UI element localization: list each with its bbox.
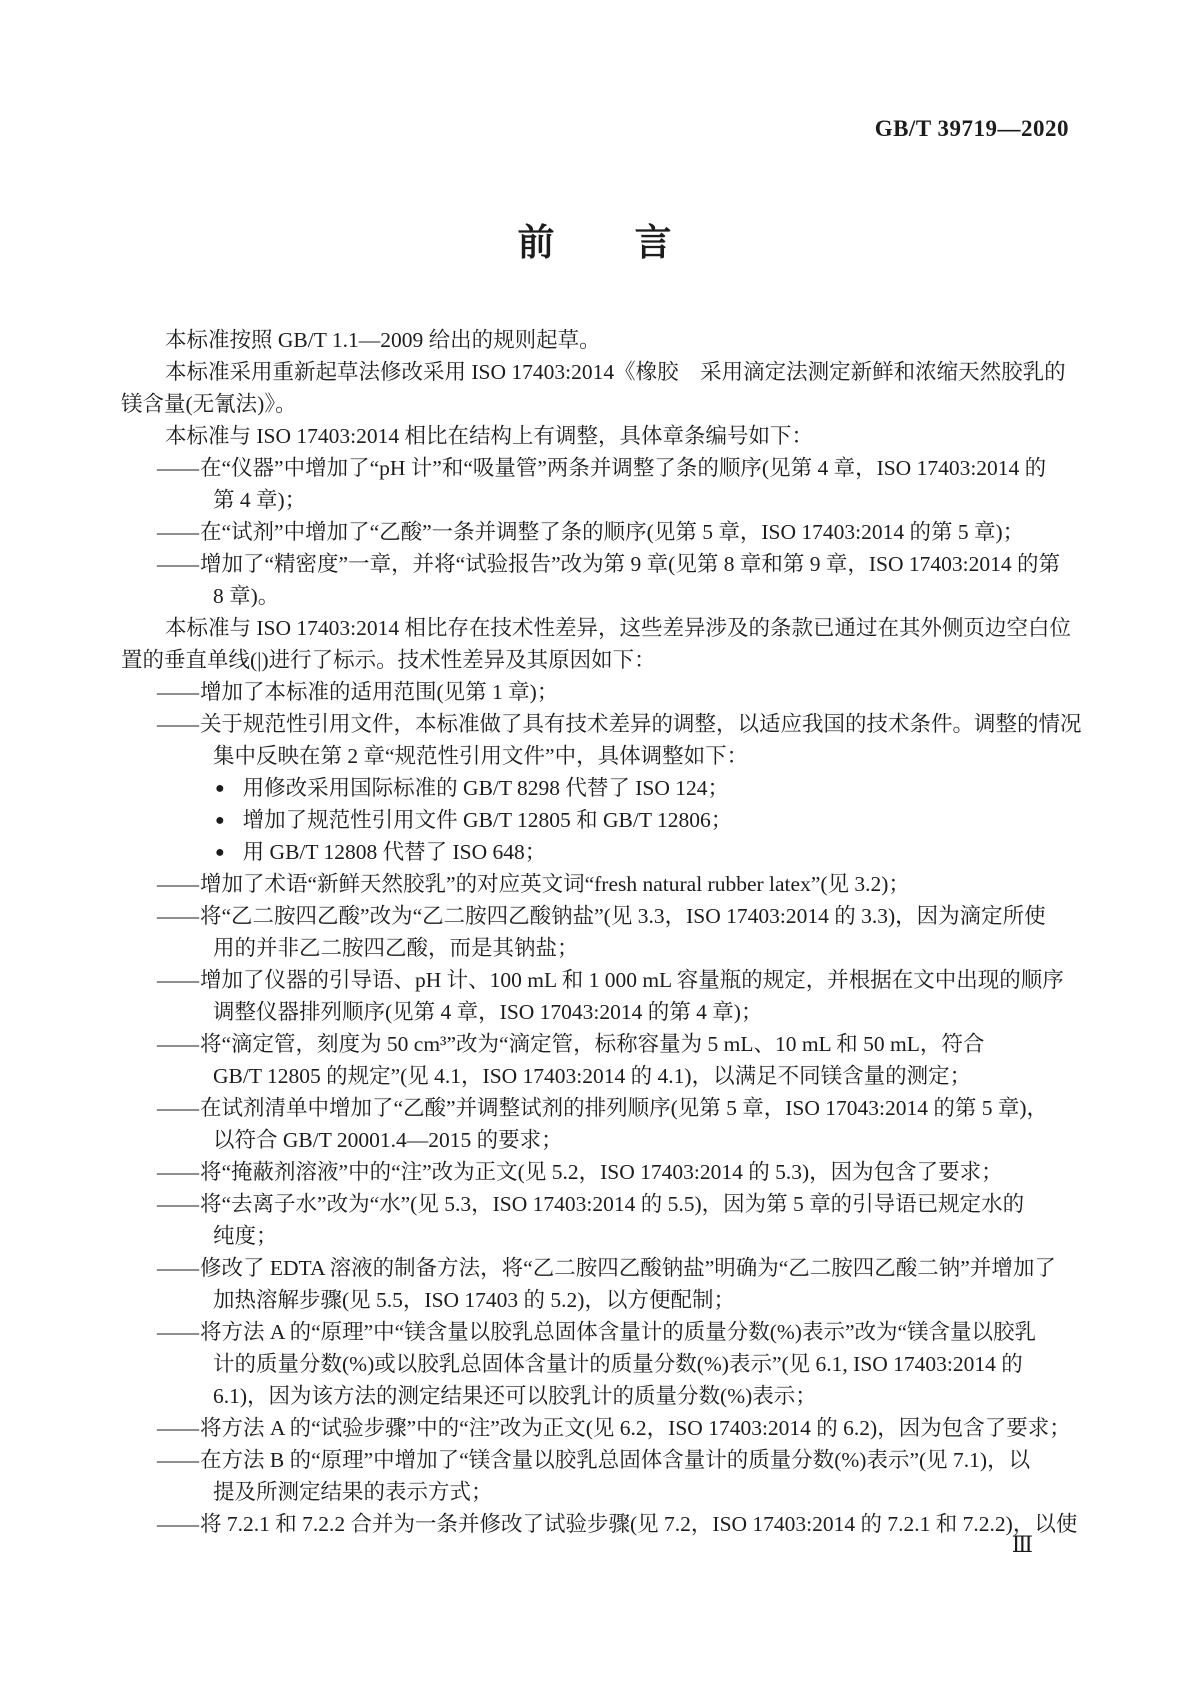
text-line [121,1444,1087,1476]
line-text: 用修改采用国际标准的 GB/T 8298 代替了 ISO 124； [242,776,730,800]
line-text: 将方法 A 的“原理”中“镁含量以胶乳总固体含量计的质量分数(%)表示”改为“镁含量以胶乳 [200,1320,1037,1344]
text-line: GB/T 12805 的规定”(见 4.1，ISO 17403:2014 的 4.1)，以满足不同镁含量的测定； [213,1064,972,1088]
dash-item [121,1444,1087,1508]
text-line: 8 章)。 [213,584,280,608]
paragraph [121,324,1087,356]
text-line: 置的垂直单线(|)进行了标示。技术性差异及其原因如下： [121,648,656,672]
text-line [121,804,1087,836]
line-text: 修改了 EDTA 溶液的制备方法，将“乙二胺四乙酸钠盐”明确为“乙二胺四乙酸二钠”并增加了 [200,1256,1056,1280]
text-line [121,900,1087,932]
dash-item [121,708,1087,772]
text-line [121,676,1087,708]
text-line: 本标准与 ISO 17403:2014 相比存在技术性差异，这些差异涉及的条款已通过在其外侧页边空白位 [165,616,1071,640]
dash-item [121,1316,1087,1412]
bullet-item [121,804,1087,836]
line-text: 在试剂清单中增加了“乙酸”并调整试剂的排列顺序(见第 5 章，ISO 17043:2014 的第 5 章)， [200,1096,1049,1120]
text-line [121,1188,1087,1220]
text-line: 调整仪器排列顺序(见第 4 章，ISO 17043:2014 的第 4 章)； [213,1000,763,1024]
text-line: 镁含量(无氰法)》。 [121,392,297,416]
dash-marker: —— [157,904,198,928]
text-line [121,452,1087,484]
bullet-marker: ● [215,780,225,797]
text-line [121,516,1087,548]
text-line: 纯度； [213,1224,278,1248]
line-text: 增加了规范性引用文件 GB/T 12805 和 GB/T 12806； [242,808,733,832]
line-text: 增加了术语“新鲜天然胶乳”的对应英文词“fresh natural rubber latex”(见 3.2)； [200,872,910,896]
line-text: 将 7.2.1 和 7.2.2 合并为一条并修改了试验步骤(见 7.2，ISO 17403:2014 的 7.2.1 和 7.2.2)，以使 [200,1512,1078,1536]
line-text: 将方法 A 的“试验步骤”中的“注”改为正文(见 6.2，ISO 17403:2014 的 6.2)，因为包含了要求； [200,1416,1071,1440]
dash-item [121,1188,1087,1252]
bullet-marker: ● [215,844,225,861]
dash-item [121,1252,1087,1316]
dash-item [121,452,1087,516]
dash-marker: —— [157,1096,198,1120]
dash-marker: —— [157,1192,198,1216]
dash-item [121,516,1087,548]
paragraph [121,420,1087,452]
dash-marker: —— [157,1032,198,1056]
line-text: 增加了“精密度”一章，并将“试验报告”改为第 9 章(见第 8 章和第 9 章，ISO 17403:2014 的第 [200,552,1060,576]
text-line: 本标准按照 GB/T 1.1—2009 给出的规则起草。 [165,328,601,352]
dash-item [121,548,1087,612]
document-body [121,324,1087,1540]
dash-item [121,868,1087,900]
dash-marker: —— [157,552,198,576]
line-text: 将“滴定管，刻度为 50 cm³”改为“滴定管，标称容量为 5 mL、10 mL 和 50 mL，符合 [200,1032,985,1056]
line-text: 在方法 B 的“原理”中增加了“镁含量以胶乳总固体含量计的质量分数(%)表示”(见 7.1)，以 [200,1448,1031,1472]
text-line [121,1252,1087,1284]
text-line [121,836,1087,868]
text-line: 用的并非乙二胺四乙酸，而是其钠盐； [213,936,579,960]
text-line [121,1412,1087,1444]
dash-marker: —— [157,1320,198,1344]
dash-marker: —— [157,1256,198,1280]
text-line [121,772,1087,804]
dash-item [121,964,1087,1028]
dash-item [121,1156,1087,1188]
line-text: 增加了本标准的适用范围(见第 1 章)； [200,680,559,704]
dash-marker: —— [157,872,198,896]
line-text: 关于规范性引用文件，本标准做了具有技术差异的调整，以适应我国的技术条件。调整的情况 [200,712,1082,736]
dash-marker: —— [157,712,198,736]
text-line: 提及所测定结果的表示方式； [213,1480,493,1504]
text-line: 本标准与 ISO 17403:2014 相比在结构上有调整，具体章条编号如下： [165,424,813,448]
text-line: 集中反映在第 2 章“规范性引用文件”中，具体调整如下： [213,744,749,768]
paragraph [121,612,1087,676]
dash-item [121,1092,1087,1156]
line-text: 将“去离子水”改为“水”(见 5.3，ISO 17403:2014 的 5.5)，因为第 5 章的引导语已规定水的 [200,1192,1025,1216]
text-line [121,1316,1087,1348]
text-line [121,1508,1087,1540]
dash-marker: —— [157,680,198,704]
dash-marker: —— [157,520,198,544]
dash-item [121,676,1087,708]
standard-number: GB/T 39719—2020 [874,116,1069,141]
line-text: 在“仪器”中增加了“pH 计”和“吸量管”两条并调整了条的顺序(见第 4 章，ISO 17403:2014 的 [200,456,1047,480]
line-text: 增加了仪器的引导语、pH 计、100 mL 和 1 000 mL 容量瓶的规定，并根据在文中出现的顺序 [200,968,1064,992]
text-line [121,708,1087,740]
dash-marker: —— [157,968,198,992]
bullet-item [121,836,1087,868]
page-number: Ⅲ [1011,1532,1033,1557]
text-line [121,964,1087,996]
dash-item [121,1508,1087,1540]
dash-marker: —— [157,1416,198,1440]
paragraph [121,356,1087,420]
dash-item [121,1028,1087,1092]
text-line: 本标准采用重新起草法修改采用 ISO 17403:2014《橡胶 采用滴定法测定新鲜和浓缩天然胶乳的 [165,360,1066,384]
bullet-marker: ● [215,812,225,829]
dash-marker: —— [157,456,198,480]
bullet-item [121,772,1087,804]
dash-item [121,900,1087,964]
line-text: 在“试剂”中增加了“乙酸”一条并调整了条的顺序(见第 5 章，ISO 17403:2014 的第 5 章)； [200,520,1025,544]
line-text: 用 GB/T 12808 代替了 ISO 648； [242,840,547,864]
line-text: 将“乙二胺四乙酸”改为“乙二胺四乙酸钠盐”(见 3.3，ISO 17403:2014 的 3.3)，因为滴定所使 [200,904,1046,928]
dash-marker: —— [157,1512,198,1536]
text-line: 以符合 GB/T 20001.4—2015 的要求； [213,1128,563,1152]
dash-marker: —— [157,1160,198,1184]
text-line: 计的质量分数(%)或以胶乳总固体含量计的质量分数(%)表示”(见 6.1, ISO 17403:2014 的 [213,1352,1023,1376]
text-line [121,548,1087,580]
text-line [121,1156,1087,1188]
text-line: 6.1)，因为该方法的测定结果还可以胶乳计的质量分数(%)表示； [213,1384,817,1408]
dash-marker: —— [157,1448,198,1472]
page-title: 前 言 [517,223,674,264]
text-line [121,1092,1087,1124]
text-line [121,1028,1087,1060]
text-line: 加热溶解步骤(见 5.5，ISO 17403 的 5.2)，以方便配制； [213,1288,735,1312]
text-line [121,868,1087,900]
dash-item [121,1412,1087,1444]
line-text: 将“掩蔽剂溶液”中的“注”改为正文(见 5.2，ISO 17403:2014 的 5.3)，因为包含了要求； [200,1160,1003,1184]
text-line: 第 4 章)； [213,488,307,512]
